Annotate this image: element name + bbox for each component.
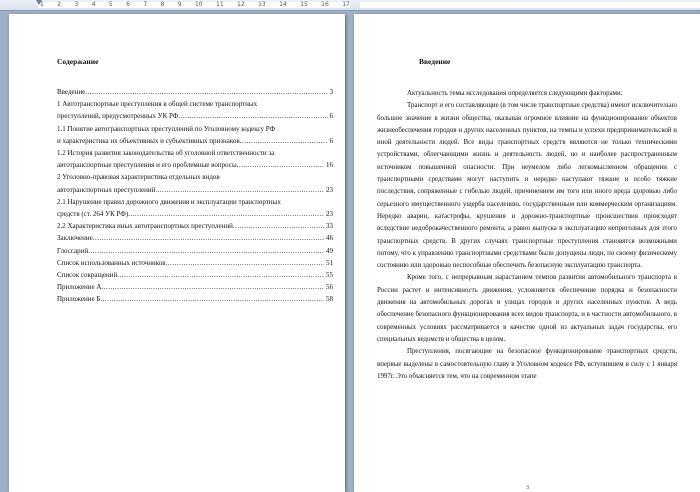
toc-page-number: 33 [326,222,333,231]
toc-entry-text: Глоссарий [57,246,89,255]
intro-paragraph: Кроме того, с непрерывным нарастанием темпов развития автомобильного транспорта в России растет и интенсивность движения, усложняется обеспечение порядка и безопасности движения на автомобильных дорогах и улицах городов и других населенных пунктов. А ведь обеспечение безопасного функционирования всех видов транспорта, и в частности автомобильного, в современных условиях рассматривается в качестве одной из актуальных задач государства, его специальных ведомств и общества в целом. [377,274,677,343]
toc-leader-dots [88,245,324,257]
ruler-number: 3 [74,1,79,8]
document-page-introduction[interactable] [354,14,700,492]
toc-leader-dots [93,232,324,244]
toc-entry[interactable] [57,171,333,183]
toc-entry-text: 2 Уголовно-правовая характеристика отдельных видов [57,173,220,182]
toc-entry[interactable] [57,293,333,305]
toc-entry-text: преступлений, предусмотренных УК РФ [57,112,179,121]
toc-entry-text: 1 Автотранспортные преступления в общей системе транспортных [57,100,258,109]
ruler-number: 15 [300,1,308,8]
toc-title: Содержание [57,57,99,66]
toc-entry[interactable] [57,269,333,281]
toc-entry-text: автотранспортных преступлений [57,185,156,194]
toc-leader-dots [166,257,324,269]
toc-leader-dots [100,293,324,305]
toc-page-number: 16 [326,161,333,170]
ruler-number: 9 [177,1,182,8]
toc-entry[interactable] [57,257,333,269]
toc-leader-dots [101,281,324,293]
ruler-number: 2 [57,1,62,8]
intro-paragraph: Транспорт и его составляющие (в том числе транспортные средства) имеют исключительно большое значение в жизни общества, оказывая огромное влияние на функционирование объектов жизнеобеспечения городов и других населенных пунктов, на темпы и успехи предпринимательской и иной деятельности людей. Все виды транспортных средств являются не только техническими устройствами, облегчающими жизнь и деятельность людей, но и наиболее распространенным источником повышенной опасности. При неумелом либо легкомысленном обращении с транспортными средствами могут наступить и нередко наступают тяжкие и особо тяжкие последствия, сопряженные с гибелью людей, причинением им того или иного вреда здоровью либо серьезного имущественного ущерба населению, государственным или коммерческим организациям. Нередко аварии, катастрофы, крушения и дорожно-транспортные происшествия происходят вследствие недоброкачественного ремонта, а равно выпуска в эксплуатацию неприголных для этого транспортных средств. В других случаях транспортные преступления становятся возможными потому, что к управлению транспортными средствами были допущены люди, по своему физическому состоянию или здоровью неспособные обеспечить безопасную эксплуатацию транспорта. [377,102,677,270]
toc-leader-dots [233,220,324,232]
toc-leader-dots [155,184,324,196]
ruler-number: 14 [279,1,287,8]
toc-entry[interactable] [57,232,333,244]
toc-page-number: 46 [326,234,333,243]
toc-entry[interactable] [57,196,333,208]
toc-entry-text: и характеристика их объективных и субъективных признаков [57,136,240,145]
toc-page-number: 55 [326,271,333,280]
ruler-number: 5 [108,1,113,8]
table-of-contents [57,86,333,306]
toc-entry[interactable] [57,245,333,257]
ruler-number: 13 [258,1,266,8]
ruler-number: 8 [160,1,165,8]
intro-body [377,88,677,383]
toc-entry[interactable] [57,110,333,122]
toc-entry-text: автотранспортные преступления и его проблемные вопросы [57,161,237,170]
toc-page-number: 6 [329,136,333,145]
toc-entry-text: Список сокращений [57,271,118,280]
toc-entry-text: Заключение [57,234,93,243]
intro-paragraph: Преступления, посягающие на безопасное функционирование транспортных средств, впервые выделены в самостоятельную главу в Уголовном кодексе РФ, вступившем в силу с 1 января 1997г. Это объясняется тем, что на современном этапе [377,348,677,380]
ruler-number: 7 [143,1,148,8]
toc-entry[interactable] [57,98,333,110]
horizontal-ruler[interactable] [0,0,700,11]
toc-entry-text: Список использованных источников [57,258,166,267]
ruler-numbers [40,0,350,10]
toc-leader-dots [117,269,324,281]
toc-entry[interactable] [57,220,333,232]
toc-entry-text: 1.2 История развития законодательства об уголовной ответственности за [57,149,275,158]
toc-entry[interactable] [57,208,333,220]
toc-page-number: 3 [329,88,333,96]
toc-leader-dots [237,159,324,171]
intro-title: Введение [419,57,451,66]
toc-entry[interactable] [57,281,333,293]
toc-page-number: 51 [326,258,333,267]
ruler-number: 1 [40,1,44,8]
ruler-right-area [360,2,700,8]
toc-leader-dots [128,208,324,220]
toc-entry[interactable] [57,123,333,135]
toc-leader-dots [85,86,327,98]
toc-entry[interactable] [57,147,333,159]
ruler-number: 6 [126,1,130,8]
toc-entry-text: Приложение Б [57,295,101,304]
toc-leader-dots [178,110,327,122]
toc-page-number: 23 [326,210,333,219]
toc-leader-dots [240,135,328,147]
toc-entry-text: 2.2 Характеристика иных автотранспортных преступлений [57,222,233,231]
toc-entry-text: Приложение А [57,283,102,292]
document-page-contents[interactable] [9,14,345,492]
toc-page-number: 49 [326,246,333,255]
toc-entry-text: средств (ст. 264 УК РФ) [57,210,129,219]
toc-entry[interactable] [57,159,333,171]
toc-entry[interactable] [57,86,333,98]
ruler-number: 10 [194,1,203,8]
intro-paragraph: Актуальность темы исследования определяется следующими факторами. [407,90,623,97]
page-number: 3 [526,485,529,491]
toc-page-number: 23 [326,185,333,194]
ruler-number: 12 [237,1,245,8]
ruler-number: 11 [216,1,224,8]
toc-entry[interactable] [57,135,333,147]
toc-page-number: 56 [326,283,333,292]
ruler-number: 16 [321,1,329,8]
toc-entry-text: 2.1 Нарушение правил дорожного движения и эксплуатации транспортных [57,197,281,206]
ruler-number: 4 [91,1,96,8]
toc-page-number: 6 [329,112,333,121]
toc-entry-text: Введение [57,88,86,96]
toc-page-number: 58 [326,295,333,304]
ruler-number: 17 [342,1,350,8]
toc-entry[interactable] [57,184,333,196]
toc-entry-text: 1.1 Понятие автотранспортных преступлений по Уголовному кодексу РФ [57,124,276,133]
